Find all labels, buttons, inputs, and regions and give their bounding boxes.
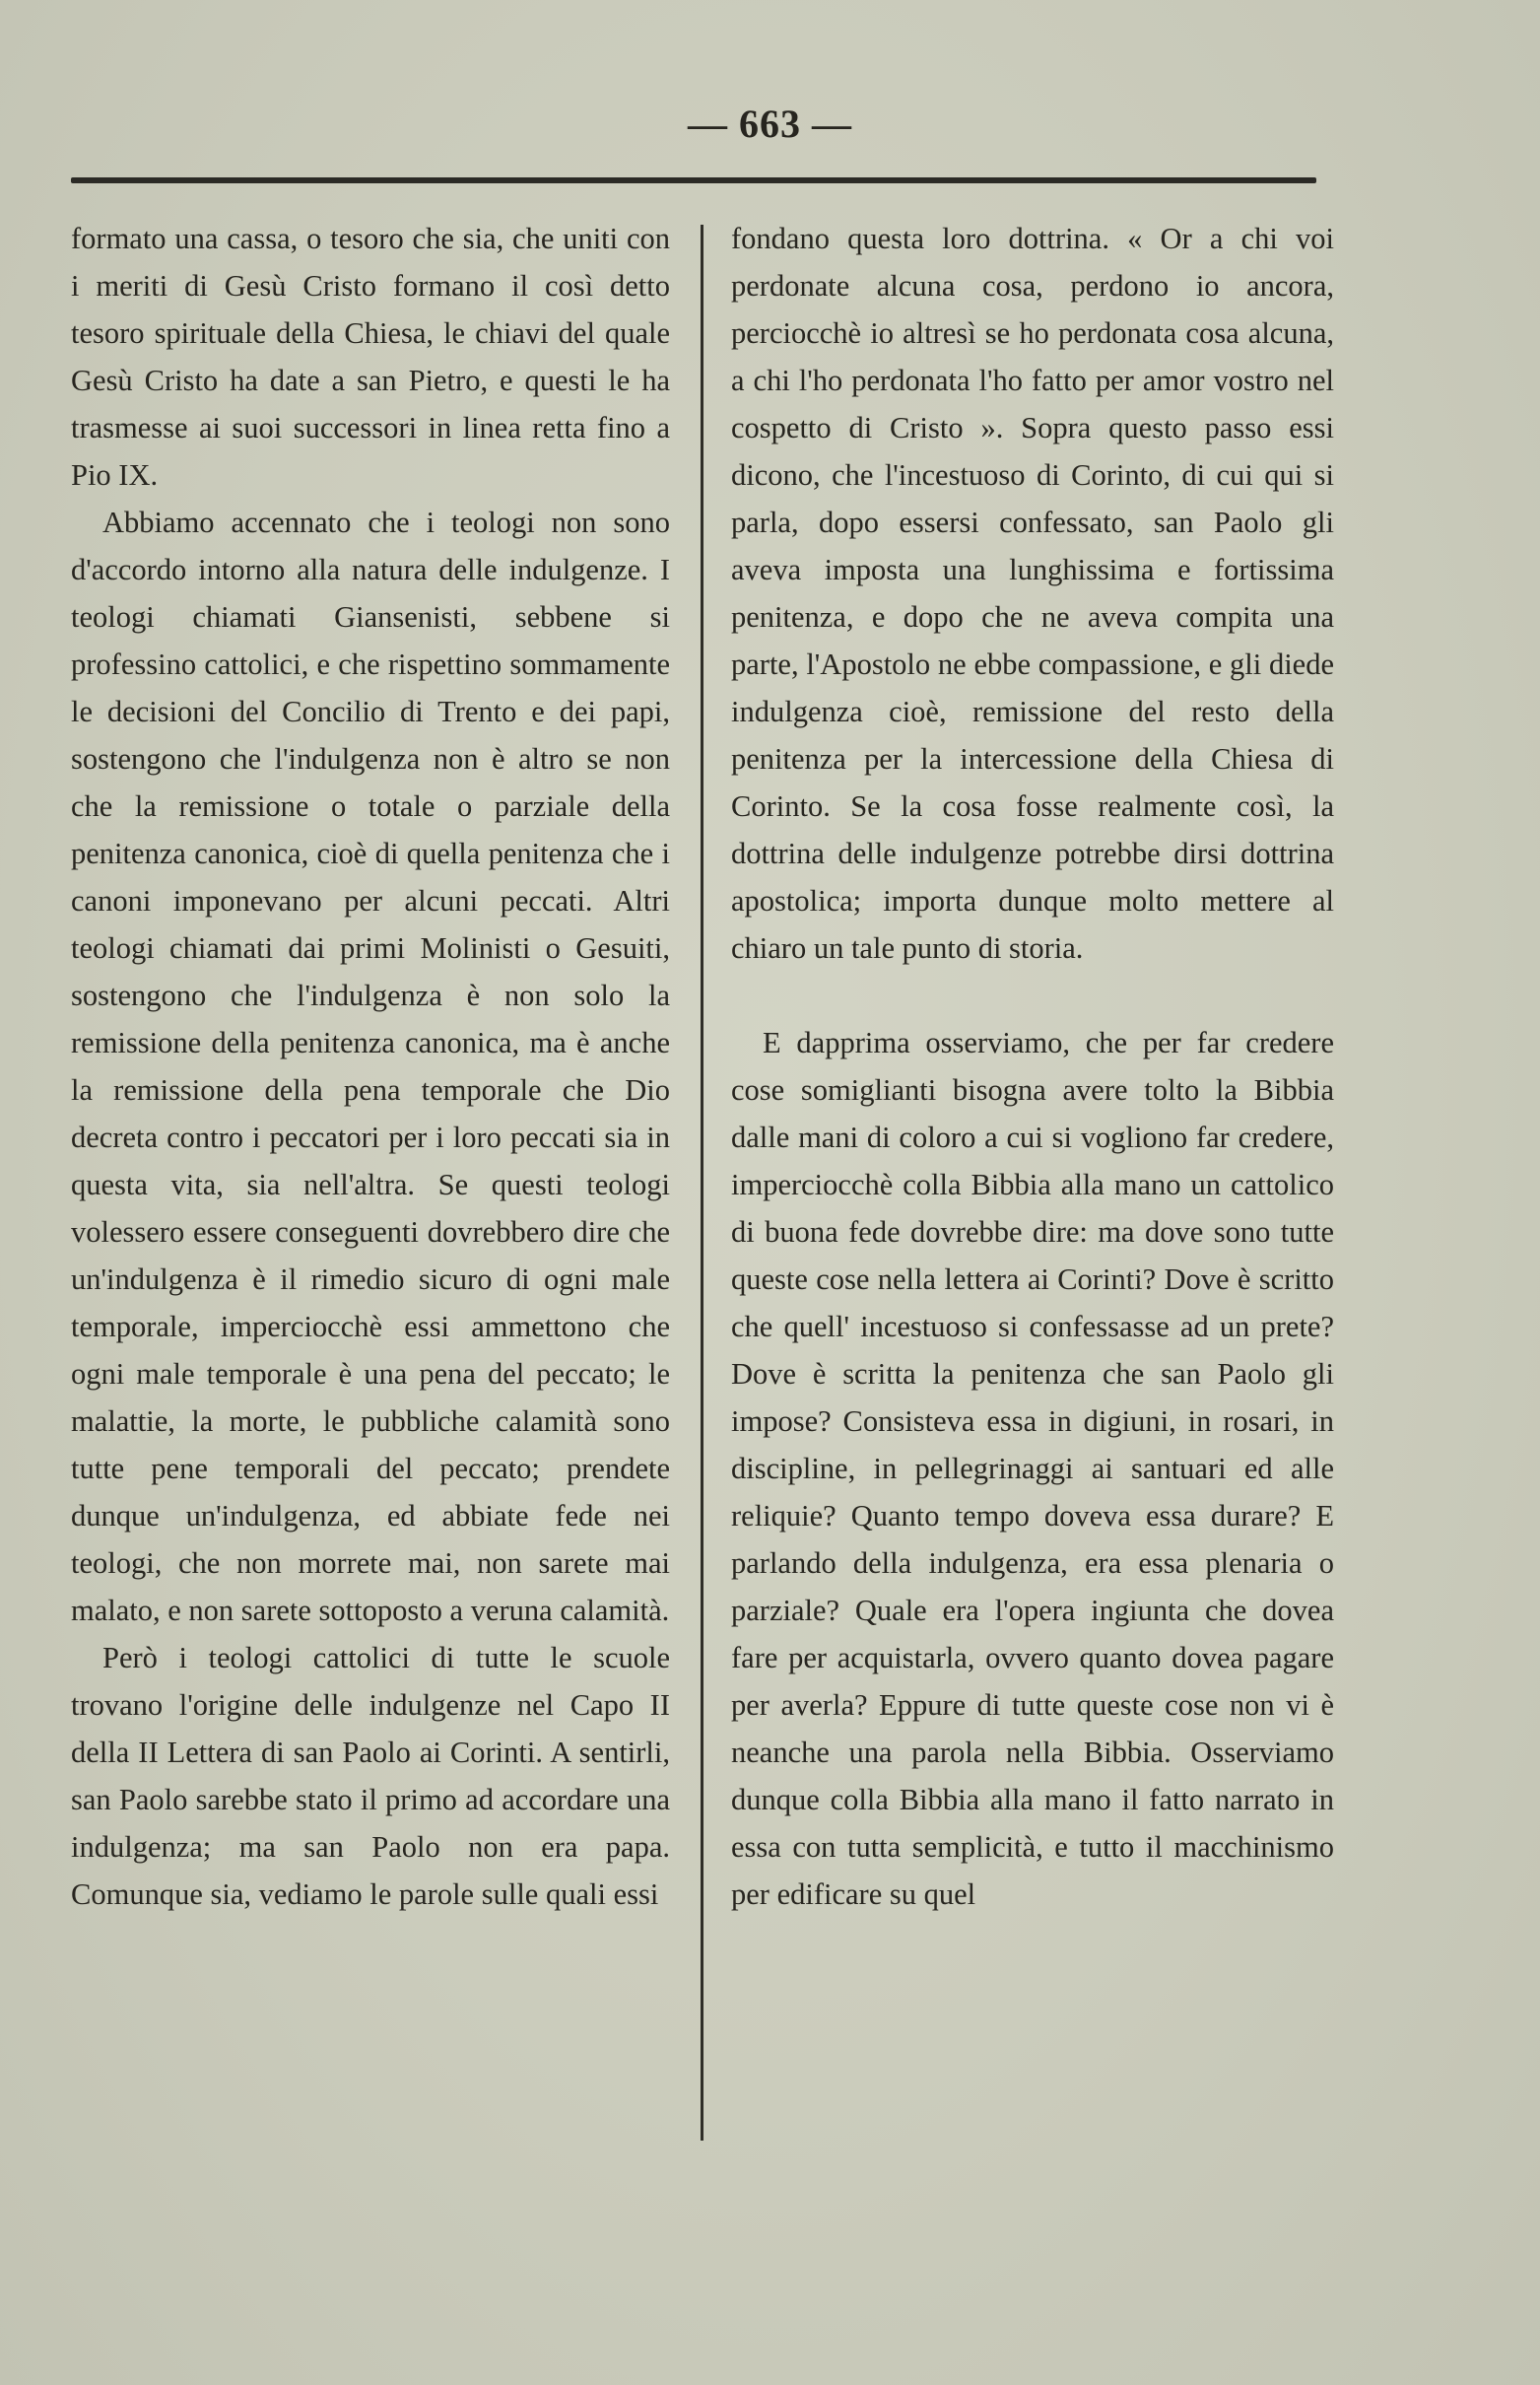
header-rule <box>71 177 1316 183</box>
paragraph: E dapprima osserviamo, che per far credere cose somiglianti bisogna avere tolto la Bibbia dalle mani di coloro a cui si vogliono far credere, imperciocchè colla Bibbia alla mano un cattolico di buona fede dovrebbe dire: ma dove sono tutte queste cose nella lettera ai Corinti? Dove è scritto che quell' incestuoso si confessasse ad un prete? Dove è scritta la penitenza che san Paolo gli impose? Consisteva essa in digiuni, in rosari, in discipline, in pellegrinaggi ai santuari ed alle reliquie? Quanto tempo doveva essa durare? E parlando della indulgenza, era essa plenaria o parziale? Quale era l'opera ingiunta che dovea fare per acquistarla, ovvero quanto dovea pagare per averla? Eppure di tutte queste cose non vi è neanche una parola nella Bibbia. Osserviamo dunque colla Bibbia alla mano il fatto narrato in essa con tutta semplicità, e tutto il macchinismo per edificare su quel <box>731 1026 1334 1911</box>
paragraph: formato una cassa, o tesoro che sia, che uniti con i meriti di Gesù Cristo formano il così detto tesoro spirituale della Chiesa, le chiavi del quale Gesù Cristo ha date a san Pietro, e questi le ha trasmesse ai suoi successori in linea retta fino a Pio IX. <box>71 222 670 492</box>
paragraph: Però i teologi cattolici di tutte le scuole trovano l'origine delle indulgenze nel Capo II della II Lettera di san Paolo ai Corinti. A sentirli, san Paolo sarebbe stato il primo ad accordare una indulgenza; ma san Paolo non era papa. Comunque sia, vediamo le parole sulle quali essi <box>71 1641 670 1911</box>
column-divider <box>701 225 703 2141</box>
paragraph: fondano questa loro dottrina. « Or a chi voi perdonate alcuna cosa, perdono io ancora, perciocchè io altresì se ho perdonata cosa alcuna, a chi l'ho perdonata l'ho fatto per amor vostro nel cospetto di Cristo ». Sopra questo passo essi dicono, che l'incestuoso di Corinto, di cui qui si parla, dopo essersi confessato, san Paolo gli aveva imposta una lunghissima e fortissima penitenza, e dopo che ne aveva compita una parte, l'Apostolo ne ebbe compassione, e gli diede indulgenza cioè, remissione del resto della penitenza per la intercessione della Chiesa di Corinto. Se la cosa fosse realmente così, la dottrina delle indulgenze potrebbe dirsi dottrina apostolica; importa dunque molto mettere al chiaro un tale punto di storia. <box>731 222 1334 965</box>
right-column <box>731 215 1334 1918</box>
page-number: — 663 — <box>688 102 852 146</box>
paragraph: Abbiamo accennato che i teologi non sono d'accordo intorno alla natura delle indulgenze. I teologi chiamati Giansenisti, sebbene si professino cattolici, e che rispettino sommamente le decisioni del Concilio di Trento e dei papi, sostengono che l'indulgenza non è altro se non che la remissione o totale o parziale della penitenza canonica, cioè di quella penitenza che i canoni imponevano per alcuni peccati. Altri teologi chiamati dai primi Molinisti o Gesuiti, sostengono che l'indulgenza è non solo la remissione della penitenza canonica, ma è anche la remissione della pena temporale che Dio decreta contro i peccatori per i loro peccati sia in questa vita, sia nell'altra. Se questi teologi volessero essere conseguenti dovrebbero dire che un'indulgenza è il rimedio sicuro di ogni male temporale, imperciocchè essi ammettono che ogni male temporale è una pena del peccato; le malattie, la morte, le pubbliche calamità sono tutte pene temporali del peccato; prendete dunque un'indulgenza, ed abbiate fede nei teologi, che non morrete mai, non sarete mai malato, e non sarete sottoposto a veruna calamità. <box>71 506 670 1627</box>
left-column <box>71 215 670 1918</box>
